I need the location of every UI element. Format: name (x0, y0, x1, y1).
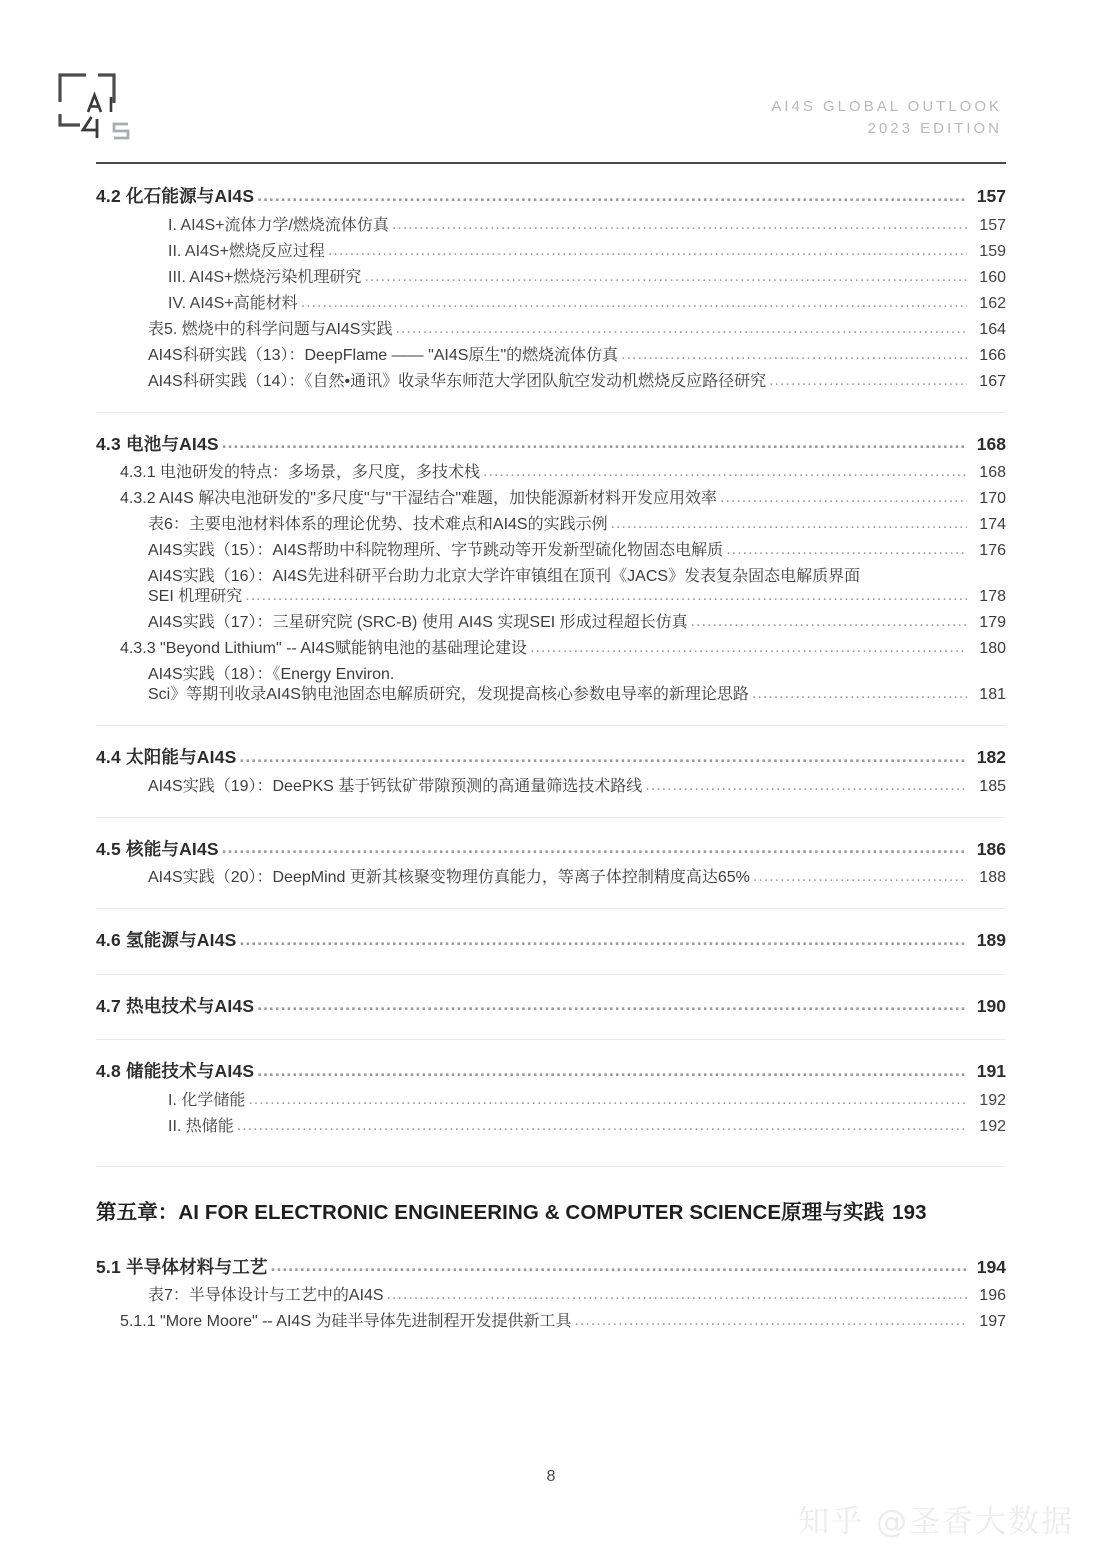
toc-entry-label: AI4S实践（18）：《Energy Environ. (148, 666, 395, 683)
toc-entry-page: 168 (979, 464, 1006, 481)
toc-entry-page: 179 (979, 614, 1006, 631)
toc-entry-page: 160 (979, 268, 1006, 286)
toc-section-group (96, 182, 1006, 395)
toc-entry[interactable] (96, 239, 1006, 265)
toc-entry-page: 178 (979, 588, 1006, 605)
toc-entry[interactable] (96, 743, 1006, 774)
toc-entry-label: 5.1.1 "More Moore" -- AI4S 为硅半导体先进制程开发提供新工具 (120, 1313, 572, 1330)
toc-leader-dots (530, 641, 967, 657)
toc-entry-page: 191 (976, 1061, 1006, 1081)
toc-leader-dots (691, 615, 967, 631)
toc-entry[interactable] (96, 1283, 1006, 1309)
toc-entry[interactable] (96, 774, 1006, 800)
toc-leader-dots (257, 998, 967, 1016)
toc-leader-dots (611, 517, 967, 533)
toc-entry-page: 192 (979, 1091, 1006, 1109)
toc-entry[interactable] (96, 486, 1006, 512)
toc-entry-page: 185 (979, 777, 1006, 795)
toc-entry-label: 4.3.3 "Beyond Lithium" -- AI4S赋能钠电池的基础理论建设 (120, 640, 528, 657)
toc-entry[interactable] (96, 538, 1006, 564)
toc-entry-page: 186 (976, 838, 1006, 859)
toc-leader-dots (222, 841, 967, 859)
toc-entry-page: 157 (979, 216, 1006, 234)
toc-entry-label: AI4S实践（17）：三星研究院 (SRC-B) 使用 AI4S 实现SEI 形成过程超长仿真 (148, 614, 688, 631)
toc-entry[interactable] (96, 992, 1006, 1023)
toc-section-group (96, 725, 1006, 800)
toc-entry[interactable] (96, 265, 1006, 291)
toc-entry-page: 180 (979, 640, 1006, 657)
toc-entry[interactable] (96, 512, 1006, 538)
toc-entry-label: 4.7 热电技术与AI4S (96, 995, 255, 1016)
toc-entry-label: IV. AI4S+高能材料 (168, 294, 298, 312)
toc-leader-dots (364, 270, 967, 286)
toc-entry-label: AI4S实践（19）：DeePKS 基于钙钛矿带隙预测的高通量筛选技术路线 (148, 777, 643, 795)
chapter-page-number: 193 (892, 1200, 927, 1224)
toc-entry-label: 5.1 半导体材料与工艺 (96, 1256, 268, 1277)
toc-entry-label: Sci》等期刊收录AI4S钠电池固态电解质研究，发现提高核心参数电导率的新理论思路 (148, 686, 749, 703)
toc-entry[interactable] (96, 865, 1006, 891)
toc-section-group (96, 974, 1006, 1023)
toc-section-group (96, 817, 1006, 892)
toc-leader-dots (245, 589, 967, 605)
toc-entry[interactable] (96, 662, 1006, 685)
toc-entry[interactable] (96, 636, 1006, 662)
toc-entry-label: II. 热储能 (168, 1117, 234, 1135)
toc-entry-page: 174 (979, 516, 1006, 533)
chapter-entries (96, 1253, 1006, 1336)
toc-leader-dots (257, 1063, 967, 1081)
toc-entry[interactable] (96, 460, 1006, 486)
page-number: 8 (546, 1468, 556, 1485)
toc-leader-dots (301, 296, 967, 312)
toc-entry[interactable] (96, 213, 1006, 239)
toc-leader-dots (328, 244, 967, 260)
toc-entry[interactable] (96, 1309, 1006, 1335)
toc-entry-label: 表6：主要电池材料体系的理论优势、技术难点和AI4S的实践示例 (148, 516, 608, 533)
toc-entry[interactable] (96, 685, 1006, 708)
toc-entry-page: 182 (976, 747, 1006, 767)
toc-leader-dots (271, 1259, 967, 1277)
toc-entry-page: 157 (976, 186, 1006, 206)
toc-entry-page: 190 (976, 995, 1006, 1016)
toc-entry-label: 表5. 燃烧中的科学问题与AI4S实践 (148, 320, 393, 338)
page-header (0, 0, 1102, 168)
toc-entry-label: AI4S科研实践（14）：《自然•通讯》收录华东师范大学团队航空发动机燃烧反应路径研究 (148, 372, 767, 390)
toc-leader-dots (863, 569, 1001, 585)
toc-leader-dots (726, 543, 967, 559)
toc-section-group (96, 1039, 1006, 1140)
toc-leader-dots (240, 749, 968, 767)
toc-entry-label: III. AI4S+燃烧污染机理研究 (168, 268, 362, 286)
toc-entry[interactable] (96, 430, 1006, 461)
toc-leader-dots (395, 322, 967, 338)
toc-entry-label: 表7：半导体设计与工艺中的AI4S (148, 1287, 384, 1304)
table-of-contents (96, 182, 1006, 1335)
toc-leader-dots (257, 188, 967, 206)
toc-entry[interactable] (96, 1088, 1006, 1114)
header-divider (96, 162, 1006, 164)
toc-entry-page: 197 (979, 1313, 1006, 1330)
toc-leader-dots (753, 870, 967, 886)
toc-entry-label: SEI 机理研究 (148, 588, 243, 605)
header-title-line-2: 2023 EDITION (867, 120, 1002, 137)
toc-entry-label: AI4S实践（15）：AI4S帮助中科院物理所、字节跳动等开发新型硫化物固态电解质 (148, 542, 724, 559)
toc-entry-page: 164 (979, 320, 1006, 338)
toc-leader-dots (392, 218, 967, 234)
toc-entry-label: I. 化学储能 (168, 1091, 246, 1109)
toc-entry[interactable] (96, 926, 1006, 957)
toc-entry[interactable] (96, 610, 1006, 636)
toc-entry[interactable] (96, 1253, 1006, 1284)
toc-leader-dots (387, 1288, 967, 1304)
toc-entry-page: 194 (976, 1256, 1006, 1277)
toc-entry-label: AI4S科研实践（13）：DeepFlame —— "AI4S原生"的燃烧流体仿真 (148, 346, 619, 364)
toc-leader-dots (752, 687, 967, 703)
toc-entry-label: AI4S实践（16）：AI4S先进科研平台助力北京大学许审镇组在顶刊《JACS》发表复杂固态电解质界面 (148, 568, 861, 585)
toc-entry-label: AI4S实践（20）：DeepMind 更新其核聚变物理仿真能力，等离子体控制精度高达65% (148, 869, 750, 886)
toc-entry-page: 168 (976, 433, 1006, 454)
header-title-line-1: AI4S GLOBAL OUTLOOK (771, 98, 1002, 115)
toc-entry[interactable] (96, 317, 1006, 343)
toc-section-group (96, 908, 1006, 957)
toc-entry-page: 166 (979, 346, 1006, 364)
toc-entry[interactable] (96, 369, 1006, 395)
toc-entry[interactable] (96, 587, 1006, 610)
toc-leader-dots (574, 1314, 967, 1330)
toc-entry-page: 189 (976, 930, 1006, 950)
toc-entry-label: 4.5 核能与AI4S (96, 838, 219, 859)
toc-entry-page: 188 (979, 869, 1006, 886)
toc-entry-label: 4.8 储能技术与AI4S (96, 1061, 255, 1081)
toc-entry-page: 196 (979, 1287, 1006, 1304)
toc-leader-dots (720, 491, 967, 507)
toc-entry-page: 167 (979, 372, 1006, 390)
ai4s-logo (58, 72, 140, 144)
toc-leader-dots (240, 932, 968, 950)
toc-entry-page: 170 (979, 490, 1006, 507)
toc-leader-dots (645, 779, 967, 795)
toc-entry[interactable] (96, 291, 1006, 317)
toc-section-group (96, 412, 1006, 709)
toc-entry[interactable] (96, 564, 1006, 587)
toc-entry-page: 162 (979, 294, 1006, 312)
toc-entry-label: 4.6 氢能源与AI4S (96, 930, 237, 950)
toc-entry-page: 176 (979, 542, 1006, 559)
toc-entry-page: 159 (979, 242, 1006, 260)
toc-leader-dots (621, 348, 967, 364)
toc-entry-label: 4.4 太阳能与AI4S (96, 747, 237, 767)
toc-entry-label: 4.3 电池与AI4S (96, 433, 219, 454)
chapter-title-text: 第五章：AI FOR ELECTRONIC ENGINEERING & COMPUTER SCIENCE原理与实践 (96, 1200, 885, 1224)
toc-entry-label: 4.3.2 AI4S 解决电池研发的"多尺度"与"干湿结合"难题，加快能源新材料开发应用效率 (120, 490, 718, 507)
toc-leader-dots (237, 1119, 967, 1135)
toc-leader-dots (248, 1093, 967, 1109)
toc-entry[interactable] (96, 835, 1006, 866)
document-header-title (771, 96, 1002, 140)
toc-leader-dots (769, 374, 967, 390)
watermark: 知乎 @圣香大数据 (798, 1504, 1074, 1540)
toc-entry-label: 4.2 化石能源与AI4S (96, 186, 255, 206)
chapter-block (96, 1166, 1006, 1336)
toc-entry-label: I. AI4S+流体力学/燃烧流体仿真 (168, 216, 389, 234)
toc-entry-label: 4.3.1 电池研发的特点：多场景，多尺度，多技术栈 (120, 464, 481, 481)
chapter-title[interactable] (96, 1195, 1006, 1231)
toc-entry[interactable] (96, 343, 1006, 369)
toc-leader-dots (397, 667, 1001, 683)
toc-leader-dots (222, 436, 967, 454)
toc-entry-page: 181 (979, 686, 1006, 703)
toc-leader-dots (483, 465, 967, 481)
toc-entry-label: II. AI4S+燃烧反应过程 (168, 242, 325, 260)
toc-entry[interactable] (96, 1114, 1006, 1140)
toc-entry-page: 192 (979, 1117, 1006, 1135)
toc-entry[interactable] (96, 182, 1006, 213)
toc-entry[interactable] (96, 1057, 1006, 1088)
